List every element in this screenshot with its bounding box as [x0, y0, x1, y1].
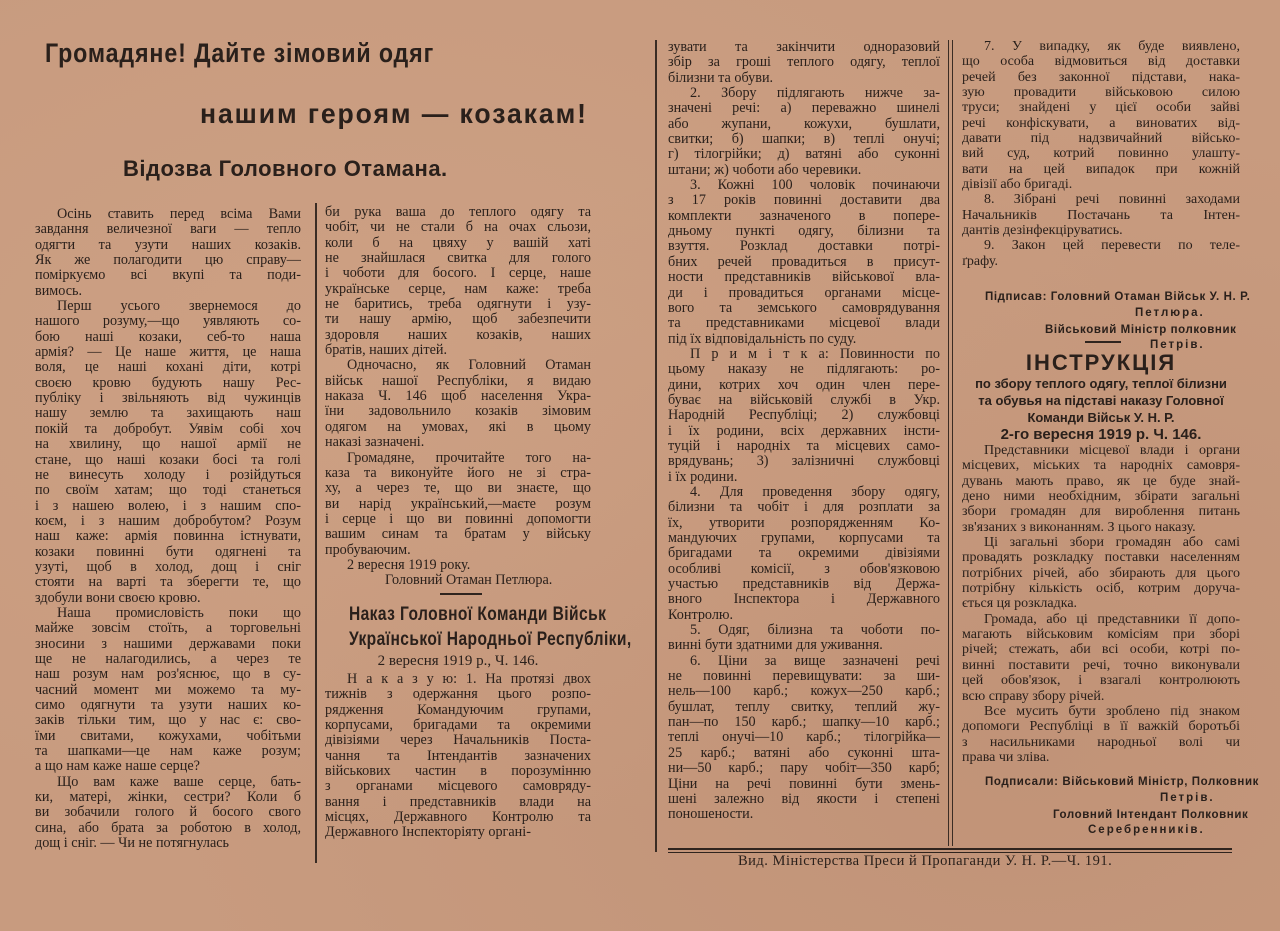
column-divider — [948, 40, 949, 846]
text-line: стане, що наші козаки босі та голі — [35, 452, 301, 468]
text-line: наш розум нам роз'яснює, що в су- — [35, 667, 301, 683]
text-line: 9. Закон цей перевести по теле- — [984, 238, 1240, 254]
instruction-subtitle-1: по збору теплого одягу, теплої білизни — [975, 376, 1227, 391]
text-line: вого та земського самоврядування — [668, 300, 940, 316]
paragraph — [35, 207, 301, 299]
text-line: ности представників військової вла- — [668, 270, 940, 286]
paragraph — [962, 612, 1240, 704]
text-line: теплі онучі—10 карб.; тілогрійка— — [668, 730, 940, 746]
text-line: туцій і народніх та місцевих само- — [668, 438, 940, 454]
text-line: труси; знайдені у цієї особи зайві — [962, 100, 1240, 116]
column-divider — [952, 40, 953, 846]
section-rule — [440, 593, 482, 595]
text-line: пробуваючим. — [325, 542, 411, 558]
text-line: армія? — Це наше життя, це наша — [35, 345, 301, 361]
text-line: здоровля наших козаків, наших — [325, 327, 591, 343]
text-line: Як же полагодити цю справу— — [35, 253, 301, 269]
text-line: винні поставити речі, точно виконували — [962, 657, 1240, 673]
text-line: винні бути здатними для уживання. — [668, 638, 883, 654]
text-line: завдання величезної ваги — тепло — [35, 222, 301, 238]
text-line: врядувань; 3) залізничні службовці — [668, 454, 940, 470]
column-divider — [655, 40, 657, 852]
paragraph — [962, 39, 1240, 192]
text-line: не повинні перевищувати: за ши- — [668, 669, 940, 685]
text-line: бних речей провадиться в присут- — [668, 254, 940, 270]
text-line: зносини з нашими державами поки — [35, 636, 301, 652]
text-line: дено ними необхідним, збірати загальні — [962, 489, 1240, 505]
text-line: з органами місцевого самовряду- — [325, 779, 591, 795]
instruction-signature-2: Головний Інтендант Полковник — [1053, 809, 1249, 821]
text-line: ти нашу армію, щоб забезпечити — [325, 312, 591, 328]
text-line: покій та добробут. Уявім собі хоч — [35, 421, 301, 437]
paragraph — [668, 86, 940, 178]
text-line: з 17 років повинні доставити два — [668, 193, 940, 209]
text-line: Громада, або ці представники її допо- — [984, 611, 1240, 627]
text-line: з насильниками народньої волі чи — [962, 734, 1240, 750]
text-line: буває на військовій службі в Укр. — [668, 392, 940, 408]
text-line: військ нашої Республіки, я видаю — [325, 373, 591, 389]
text-line: комплекти зазначеного в попере- — [668, 208, 940, 224]
instruction-section — [962, 351, 1240, 765]
text-line: Контролю. — [668, 607, 734, 623]
text-line: цьому наказу не підлягають: ро- — [668, 362, 940, 378]
text-line: чання та Інтендантів зазначених — [325, 748, 591, 764]
section-rule — [1085, 341, 1121, 343]
instruction-subtitle-3: Команди Військ У. Н. Р. — [1027, 410, 1175, 425]
text-line: поміркуємо всі вкупі та поди- — [35, 268, 301, 284]
text-line: Що вам каже ваше серце, бать- — [57, 774, 301, 790]
text-line: шені залежно від якости і степені — [668, 791, 940, 807]
text-line: нель—100 карб.; кожух—250 карб.; — [668, 684, 940, 700]
text-line: свитки; б) шапки; в) теплі онучі; — [668, 132, 940, 148]
text-line: потрібну кількість осіб, котрим доруча- — [962, 581, 1240, 597]
text-line: а що нам каже наше серце? — [35, 759, 200, 775]
paragraph — [962, 192, 1240, 238]
order-signature-1: Підписав: Головний Отаман Військ У. Н. Р. — [985, 291, 1251, 303]
paragraph — [325, 358, 591, 450]
headline-line-1: Громадяне! Дайте зімовий одяг — [45, 38, 435, 68]
text-line: вання і представників влади на — [325, 794, 591, 810]
paragraph — [668, 654, 940, 823]
text-line: 8. Зібрані речі повинні заходами — [984, 192, 1240, 208]
text-line: провадять розкладку поставки населенням — [962, 550, 1240, 566]
text-line: або жупани, кожухи, бушлати, — [668, 116, 940, 132]
paragraph — [668, 485, 940, 623]
text-line: нашу землю та захищають наш — [35, 406, 301, 422]
text-line: бушлат, теплу свитку, теплий жу- — [668, 699, 940, 715]
text-line: бригадами та окремими дівізіями — [668, 546, 940, 562]
text-line: часний момент ми можемо та му- — [35, 682, 301, 698]
text-line: Перш усього звернемося до — [57, 299, 301, 315]
paragraph — [668, 40, 940, 86]
paragraph — [325, 451, 591, 558]
instruction-signature-1-name: Петрів. — [1160, 792, 1215, 804]
text-line: ще не налагодились, а через те — [35, 651, 301, 667]
text-line: Державного Інспекторіяту органі- — [325, 825, 531, 841]
text-line: цей обов'язок, і взагалі контролюють — [962, 673, 1240, 689]
text-line: майже зовсім стоїть, а торговельні — [35, 621, 301, 637]
order-column-4 — [962, 39, 1240, 269]
appeal-text — [35, 207, 301, 851]
text-line: не баритись, треба одягнути і узу- — [325, 297, 591, 313]
appeal-column-1 — [35, 207, 301, 851]
order-signature-2: Військовий Міністр полковник — [1045, 324, 1237, 336]
text-line: військових частин в порозумінню — [325, 764, 591, 780]
text-line: вного Інспектора і Державного — [668, 592, 940, 608]
text-line: каза та виконуйте його не зі стра- — [325, 465, 591, 481]
text-line: Представники місцевої влади і органи — [984, 443, 1240, 458]
text-line: рядження Командуючим групами, — [325, 702, 591, 718]
text-line: публіку і звільняють від чужинців — [35, 391, 301, 407]
text-line: тижнів з одержання цього розпо- — [325, 687, 591, 703]
text-line: ки, матері, жінки, сестри? Коли б — [35, 790, 301, 806]
text-line: Наша промисловість поки що — [57, 605, 301, 621]
text-line: дівізії або бригаді. — [962, 177, 1073, 193]
text-line: дньому пункті одягу, білизни та — [668, 224, 940, 240]
text-line: зую провадити військовою силою — [962, 85, 1240, 101]
text-line: наказа Ч. 146 щоб населення Укра- — [325, 389, 591, 405]
text-line: ху, а через те, що ви знаєте, що — [325, 481, 591, 497]
text-line: чобіт, чи не стали б на очах сльози, — [325, 220, 591, 236]
order-date-number: 2 вересня 1919 р., Ч. 146. — [377, 653, 539, 669]
text-line: дувань мають право, як це буде знай- — [962, 473, 1240, 489]
text-line: 5. Одяг, білизна та чоботи по- — [690, 623, 940, 639]
text-line: потрібних річей, або збирають для цього — [962, 565, 1240, 581]
text-line: і чоботи для босого. І серце, наше — [325, 266, 591, 282]
appeal-column-2 — [325, 205, 591, 589]
appeal-date: 2 вересня 1919 року. — [347, 556, 471, 573]
text-line: під їх відповідальність по суду. — [668, 331, 857, 347]
text-line: коєм, і з нашим добробутом? Розум — [35, 513, 301, 529]
text-line: дантів дезінфекціруватись. — [962, 223, 1123, 239]
text-line: ни—50 карб.; пару чобіт—350 карб; — [668, 761, 940, 777]
text-line: українське серце, нам каже: треба — [325, 281, 591, 297]
text-line: дини, котрих хоч один член пере- — [668, 377, 940, 393]
paragraph — [668, 347, 940, 485]
headline-line-2: нашим героям — козакам! — [200, 98, 588, 129]
appeal-title: Відозва Головного Отамана. — [123, 156, 448, 181]
text-line: і їх родини. — [668, 469, 738, 485]
text-line: ви нарід український,—маєте розум — [325, 496, 591, 512]
text-line: і їх родини, всіх державних інсти- — [668, 423, 940, 439]
order-title-line-1: Наказ Головної Команди Військ — [348, 604, 607, 625]
text-line: всю справу збору річей. — [962, 688, 1105, 704]
text-line: давати під надзвичайний військо- — [962, 131, 1240, 147]
text-line: узуті, щоб в холод, дощ і сніг — [35, 559, 301, 575]
text-line: Народній Республіці; 2) службовці — [668, 408, 940, 424]
text-line: їни задовольнило козаків зімовим — [325, 404, 591, 420]
text-line: штани; ж) чоботи або черевики. — [668, 162, 862, 178]
text-line: Громадяне, прочитайте того на- — [347, 450, 591, 466]
imprint: Вид. Міністерства Преси й Пропаганди У. Н. Р.—Ч. 191. — [738, 853, 1113, 869]
text-line: Осінь ставить перед всіма Вами — [57, 207, 301, 222]
paragraph — [325, 672, 591, 841]
text-line: речей без законної підстави, нака- — [962, 69, 1240, 85]
text-line: Ці загальні збори громадян або самі — [984, 535, 1240, 551]
text-line: стояти на варті та зберегти те, що — [35, 575, 301, 591]
text-line: би рука ваша до теплого одягу та — [325, 205, 591, 220]
instruction-text — [962, 443, 1240, 765]
order-text — [325, 672, 591, 841]
text-line: дівізіями через Начальників Поста- — [325, 733, 591, 749]
text-line: 6. Ціни за вище зазначені речі — [690, 653, 940, 669]
text-line: ється ця розкладка. — [962, 596, 1078, 612]
appeal-signature: Головний Отаман Петлюра. — [385, 572, 553, 589]
text-line: речі конфіскувати, а виноватих від- — [962, 115, 1240, 131]
text-line: магають військовим комісіям при зборі — [962, 627, 1240, 643]
paragraph — [325, 205, 591, 358]
text-line: Ціни на речі повинні бути змень- — [668, 776, 940, 792]
appeal-text — [325, 205, 591, 558]
text-line: г) тілогрійки; д) ватяні або суконні — [668, 147, 940, 163]
order-section — [325, 602, 632, 841]
text-line: 4. Для проведення збору одягу, — [690, 484, 940, 500]
text-line: взуття. Розклад доставки потрі- — [668, 239, 940, 255]
text-line: 3. Кожні 100 чоловік починаючи — [690, 178, 940, 194]
text-line: їми свитами, кожухами, чобітьми — [35, 728, 301, 744]
text-line: одягти та узути наших козаків. — [35, 237, 301, 253]
text-line: Н а к а з у ю: 1. На протязі двох — [347, 672, 591, 687]
text-line: Все мусить бути зроблено під знаком — [984, 703, 1240, 719]
text-line: їх, утворити розпорядженням Ко- — [668, 515, 940, 531]
paragraph — [35, 606, 301, 775]
text-line: участью представників від Держа- — [668, 577, 940, 593]
text-line: корпусами, бригадами та окремими — [325, 718, 591, 734]
text-line: дощ і сніг. — Чи не потягнулась — [35, 836, 230, 852]
text-line: Начальників Постачань та Інтен- — [962, 207, 1240, 223]
instruction-title: ІНСТРУКЦІЯ — [1025, 350, 1177, 375]
paragraph — [35, 775, 301, 852]
text-line: симо одягнути та узути наших ко- — [35, 698, 301, 713]
paragraph — [668, 623, 940, 654]
order-signature-2-name: Петрів. — [1150, 339, 1205, 351]
text-line: козаки повинні бути одягнені та — [35, 544, 301, 560]
text-line: 25 карб.; ватяні або суконні шта- — [668, 745, 940, 761]
text-line: та представниками місцевої влади — [668, 316, 940, 332]
text-line: вашим синам та братам у війську — [325, 527, 591, 543]
text-line: та шапками—це нам каже розум; — [35, 744, 301, 760]
instruction-signature-2-name: Серебренників. — [1088, 824, 1205, 836]
order-text — [962, 39, 1240, 269]
text-line: річей; стежать, аби всі особи, котрі по- — [962, 642, 1240, 658]
text-line: заків тільки тим, що у нас є: сво- — [35, 713, 301, 729]
text-line: мандуючих групами, корпусами та — [668, 531, 940, 546]
order-column-3 — [668, 40, 940, 823]
text-line: по своїм хатам; що тоді станеться — [35, 483, 301, 499]
text-line: що особа відмовиться від доставки — [962, 54, 1240, 70]
text-line: поношености. — [668, 807, 754, 823]
text-line: особливі комісії, з обов'язковою — [668, 561, 940, 577]
text-line: місцевих, міських та народніх самовря- — [962, 458, 1240, 474]
paragraph — [962, 535, 1240, 612]
text-line: пан—по 150 карб.; шапку—10 карб.; — [668, 715, 940, 731]
text-line: і з нашею волею, і з нашим спо- — [35, 498, 301, 514]
text-line: збір за гроші теплого одягу, теплої — [668, 55, 940, 71]
text-line: нашого розуму,—що уявляють со- — [35, 314, 301, 330]
text-line: вимось. — [35, 283, 83, 299]
text-line: наш каже: армія повинна істнувати, — [35, 529, 301, 545]
text-line: одягом на умовах, які в цьому — [325, 419, 591, 435]
text-line: сина, або брата за роботою в холод, — [35, 820, 301, 836]
column-divider — [315, 203, 317, 863]
instruction-signature-1: Подписали: Військовий Міністр, Полковник — [985, 776, 1259, 788]
instruction-subtitle-4: 2-го вересня 1919 р. Ч. 146. — [1000, 426, 1202, 443]
text-line: ди і провадиться органами місце- — [668, 285, 940, 301]
footer-rule — [668, 848, 1232, 850]
text-line: своєю кровю будують нашу Рес- — [35, 375, 301, 391]
text-line: не знайшлася свитка для голого — [325, 251, 591, 267]
paragraph — [962, 704, 1240, 765]
text-line: білизни та обуви. — [668, 70, 774, 86]
text-line: Одночасно, як Головний Отаман — [347, 358, 591, 374]
text-line: вати на цей випадок при кожній — [962, 161, 1240, 177]
paragraph — [962, 238, 1240, 269]
text-line: зувати та закінчити одноразовий — [668, 40, 940, 55]
text-line: значені речі: а) переважно шинелі — [668, 101, 940, 117]
order-signature-1-name: Петлюра. — [1135, 307, 1205, 319]
text-line: зв'язаних з виконанням. З цього наказу. — [962, 519, 1196, 535]
text-line: ґрафу. — [962, 253, 998, 269]
order-text — [668, 40, 940, 823]
text-line: місцях, Державного Контролю та — [325, 810, 591, 826]
paragraph — [962, 443, 1240, 535]
paragraph — [35, 299, 301, 606]
text-line: бою наші козаки, себ-то наша — [35, 329, 301, 345]
paragraph — [668, 178, 940, 347]
text-line: на хвилину, що нашої армії не — [35, 437, 301, 453]
text-line: білизни та чобіт і для розплати за — [668, 500, 940, 516]
text-line: не винесуть холоду і розійдуться — [35, 467, 301, 483]
text-line: 7. У випадку, як буде виявлено, — [984, 39, 1240, 54]
text-line: здобули вони своєю кровю. — [35, 590, 201, 606]
text-line: і серце і що ви повинні допомогти — [325, 511, 591, 527]
instruction-subtitle-2: та обувья на підставі наказу Головної — [978, 393, 1224, 408]
text-line: наказі зазначені. — [325, 435, 425, 451]
text-line: П р и м і т к а: Повинности по — [690, 346, 940, 362]
text-line: ви зобачили голого й босого свого — [35, 805, 301, 821]
text-line: права чи зліва. — [962, 749, 1050, 765]
order-title-line-2: Української Народньої Республіки, — [348, 629, 632, 650]
text-line: збори громадян для вироблення питань — [962, 504, 1240, 520]
text-line: допомоги Республіці в її важкій боротьбі — [962, 719, 1240, 735]
text-line: коли б на цвяху у вашій хаті — [325, 235, 591, 251]
text-line: вий суд, котрий повинно улашту- — [962, 146, 1240, 162]
text-line: 2. Збору підлягають нижче за- — [690, 86, 940, 102]
text-line: братів, наших дітей. — [325, 343, 448, 359]
text-line: воля, це наші кохані діти, котрі — [35, 360, 301, 376]
